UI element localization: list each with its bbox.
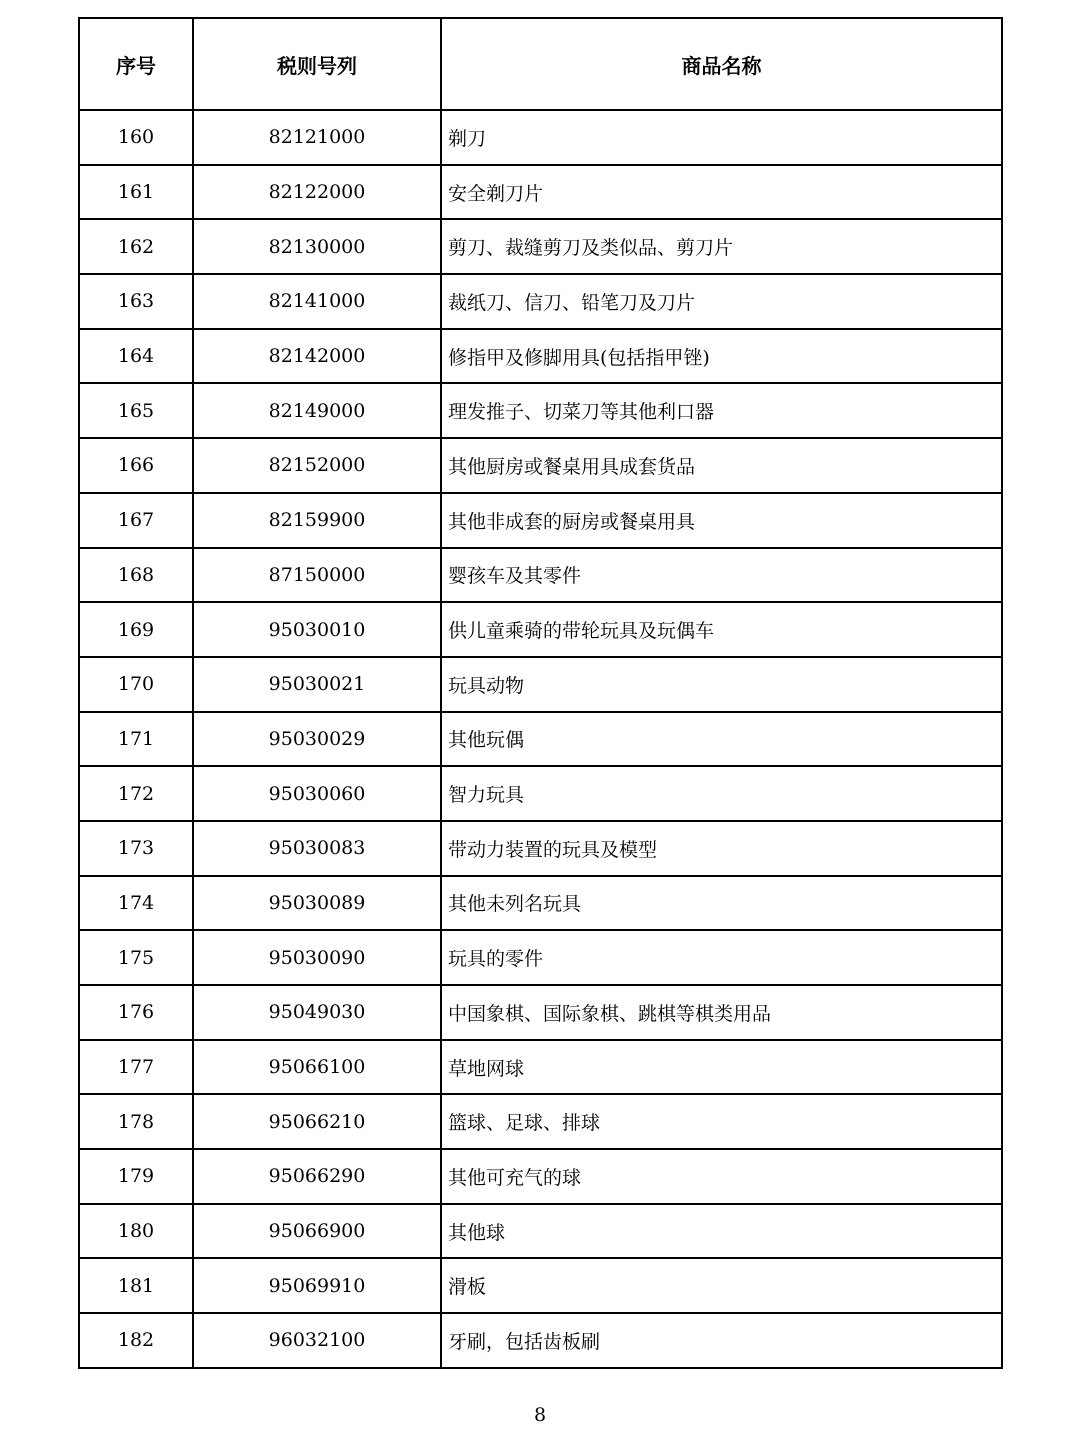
seq-cell: 179 <box>79 1149 193 1204</box>
seq-cell: 177 <box>79 1040 193 1095</box>
table-row <box>79 329 1002 384</box>
product-name-cell: 中国象棋、国际象棋、跳棋等棋类用品 <box>441 985 1002 1040</box>
product-name-cell: 剪刀、裁缝剪刀及类似品、剪刀片 <box>441 219 1002 274</box>
seq-cell: 165 <box>79 383 193 438</box>
table-row <box>79 1040 1002 1095</box>
table-row <box>79 548 1002 603</box>
seq-cell: 160 <box>79 110 193 165</box>
seq-cell: 171 <box>79 712 193 767</box>
seq-cell: 178 <box>79 1094 193 1149</box>
product-name-cell: 其他玩偶 <box>441 712 1002 767</box>
product-name-cell: 其他厨房或餐桌用具成套货品 <box>441 438 1002 493</box>
tariff-code-cell: 82149000 <box>193 383 441 438</box>
seq-cell: 176 <box>79 985 193 1040</box>
table-row <box>79 110 1002 165</box>
seq-cell: 182 <box>79 1313 193 1368</box>
tariff-code-cell: 95066900 <box>193 1204 441 1259</box>
product-name-cell: 其他未列名玩具 <box>441 876 1002 931</box>
tariff-code-cell: 82130000 <box>193 219 441 274</box>
table-row <box>79 657 1002 712</box>
product-name-cell: 玩具动物 <box>441 657 1002 712</box>
table-row <box>79 1094 1002 1149</box>
tariff-code-cell: 82141000 <box>193 274 441 329</box>
product-name-cell: 带动力装置的玩具及模型 <box>441 821 1002 876</box>
tariff-code-cell: 82142000 <box>193 329 441 384</box>
tariff-code-cell: 95030060 <box>193 766 441 821</box>
tariff-code-cell: 95066100 <box>193 1040 441 1095</box>
tariff-code-cell: 95030090 <box>193 930 441 985</box>
tariff-code-cell: 95049030 <box>193 985 441 1040</box>
product-name-cell: 安全剃刀片 <box>441 165 1002 220</box>
header-product-name: 商品名称 <box>441 18 1002 110</box>
header-row <box>79 18 1002 110</box>
table-row <box>79 1204 1002 1259</box>
table-row <box>79 383 1002 438</box>
tariff-code-cell: 95030089 <box>193 876 441 931</box>
tariff-code-cell: 95066290 <box>193 1149 441 1204</box>
tariff-code-cell: 82121000 <box>193 110 441 165</box>
table-body <box>79 110 1002 1368</box>
product-name-cell: 供儿童乘骑的带轮玩具及玩偶车 <box>441 602 1002 657</box>
table-row <box>79 712 1002 767</box>
seq-cell: 167 <box>79 493 193 548</box>
table-row <box>79 1258 1002 1313</box>
seq-cell: 180 <box>79 1204 193 1259</box>
header-seq: 序号 <box>79 18 193 110</box>
tariff-code-cell: 95030029 <box>193 712 441 767</box>
product-name-cell: 其他非成套的厨房或餐桌用具 <box>441 493 1002 548</box>
product-name-cell: 婴孩车及其零件 <box>441 548 1002 603</box>
seq-cell: 168 <box>79 548 193 603</box>
product-name-cell: 修指甲及修脚用具(包括指甲锉) <box>441 329 1002 384</box>
seq-cell: 169 <box>79 602 193 657</box>
tariff-code-cell: 95030010 <box>193 602 441 657</box>
product-name-cell: 其他可充气的球 <box>441 1149 1002 1204</box>
product-name-cell: 篮球、足球、排球 <box>441 1094 1002 1149</box>
table-row <box>79 1313 1002 1368</box>
table-row <box>79 438 1002 493</box>
product-name-cell: 裁纸刀、信刀、铅笔刀及刀片 <box>441 274 1002 329</box>
seq-cell: 166 <box>79 438 193 493</box>
seq-cell: 162 <box>79 219 193 274</box>
product-name-cell: 理发推子、切菜刀等其他利口器 <box>441 383 1002 438</box>
tariff-code-cell: 82159900 <box>193 493 441 548</box>
seq-cell: 161 <box>79 165 193 220</box>
table-row <box>79 876 1002 931</box>
tariff-code-cell: 95069910 <box>193 1258 441 1313</box>
tariff-code-cell: 96032100 <box>193 1313 441 1368</box>
product-name-cell: 牙刷，包括齿板刷 <box>441 1313 1002 1368</box>
header-tariff-code: 税则号列 <box>193 18 441 110</box>
tariff-code-cell: 87150000 <box>193 548 441 603</box>
seq-cell: 173 <box>79 821 193 876</box>
product-name-cell: 其他球 <box>441 1204 1002 1259</box>
table-row <box>79 1149 1002 1204</box>
seq-cell: 170 <box>79 657 193 712</box>
table-row <box>79 274 1002 329</box>
table-header <box>79 18 1002 110</box>
table-row <box>79 165 1002 220</box>
tariff-code-cell: 95066210 <box>193 1094 441 1149</box>
seq-cell: 175 <box>79 930 193 985</box>
page-number: 8 <box>533 1404 547 1426</box>
seq-cell: 181 <box>79 1258 193 1313</box>
seq-cell: 164 <box>79 329 193 384</box>
table-row <box>79 219 1002 274</box>
seq-cell: 174 <box>79 876 193 931</box>
table-row <box>79 821 1002 876</box>
product-name-cell: 草地网球 <box>441 1040 1002 1095</box>
tariff-code-cell: 82152000 <box>193 438 441 493</box>
table-row <box>79 766 1002 821</box>
seq-cell: 163 <box>79 274 193 329</box>
tariff-code-cell: 95030021 <box>193 657 441 712</box>
table-row <box>79 930 1002 985</box>
table-row <box>79 493 1002 548</box>
tariff-table <box>78 17 1003 1369</box>
seq-cell: 172 <box>79 766 193 821</box>
table-row <box>79 602 1002 657</box>
product-name-cell: 智力玩具 <box>441 766 1002 821</box>
product-name-cell: 玩具的零件 <box>441 930 1002 985</box>
tariff-code-cell: 95030083 <box>193 821 441 876</box>
tariff-code-cell: 82122000 <box>193 165 441 220</box>
table-row <box>79 985 1002 1040</box>
product-name-cell: 剃刀 <box>441 110 1002 165</box>
product-name-cell: 滑板 <box>441 1258 1002 1313</box>
